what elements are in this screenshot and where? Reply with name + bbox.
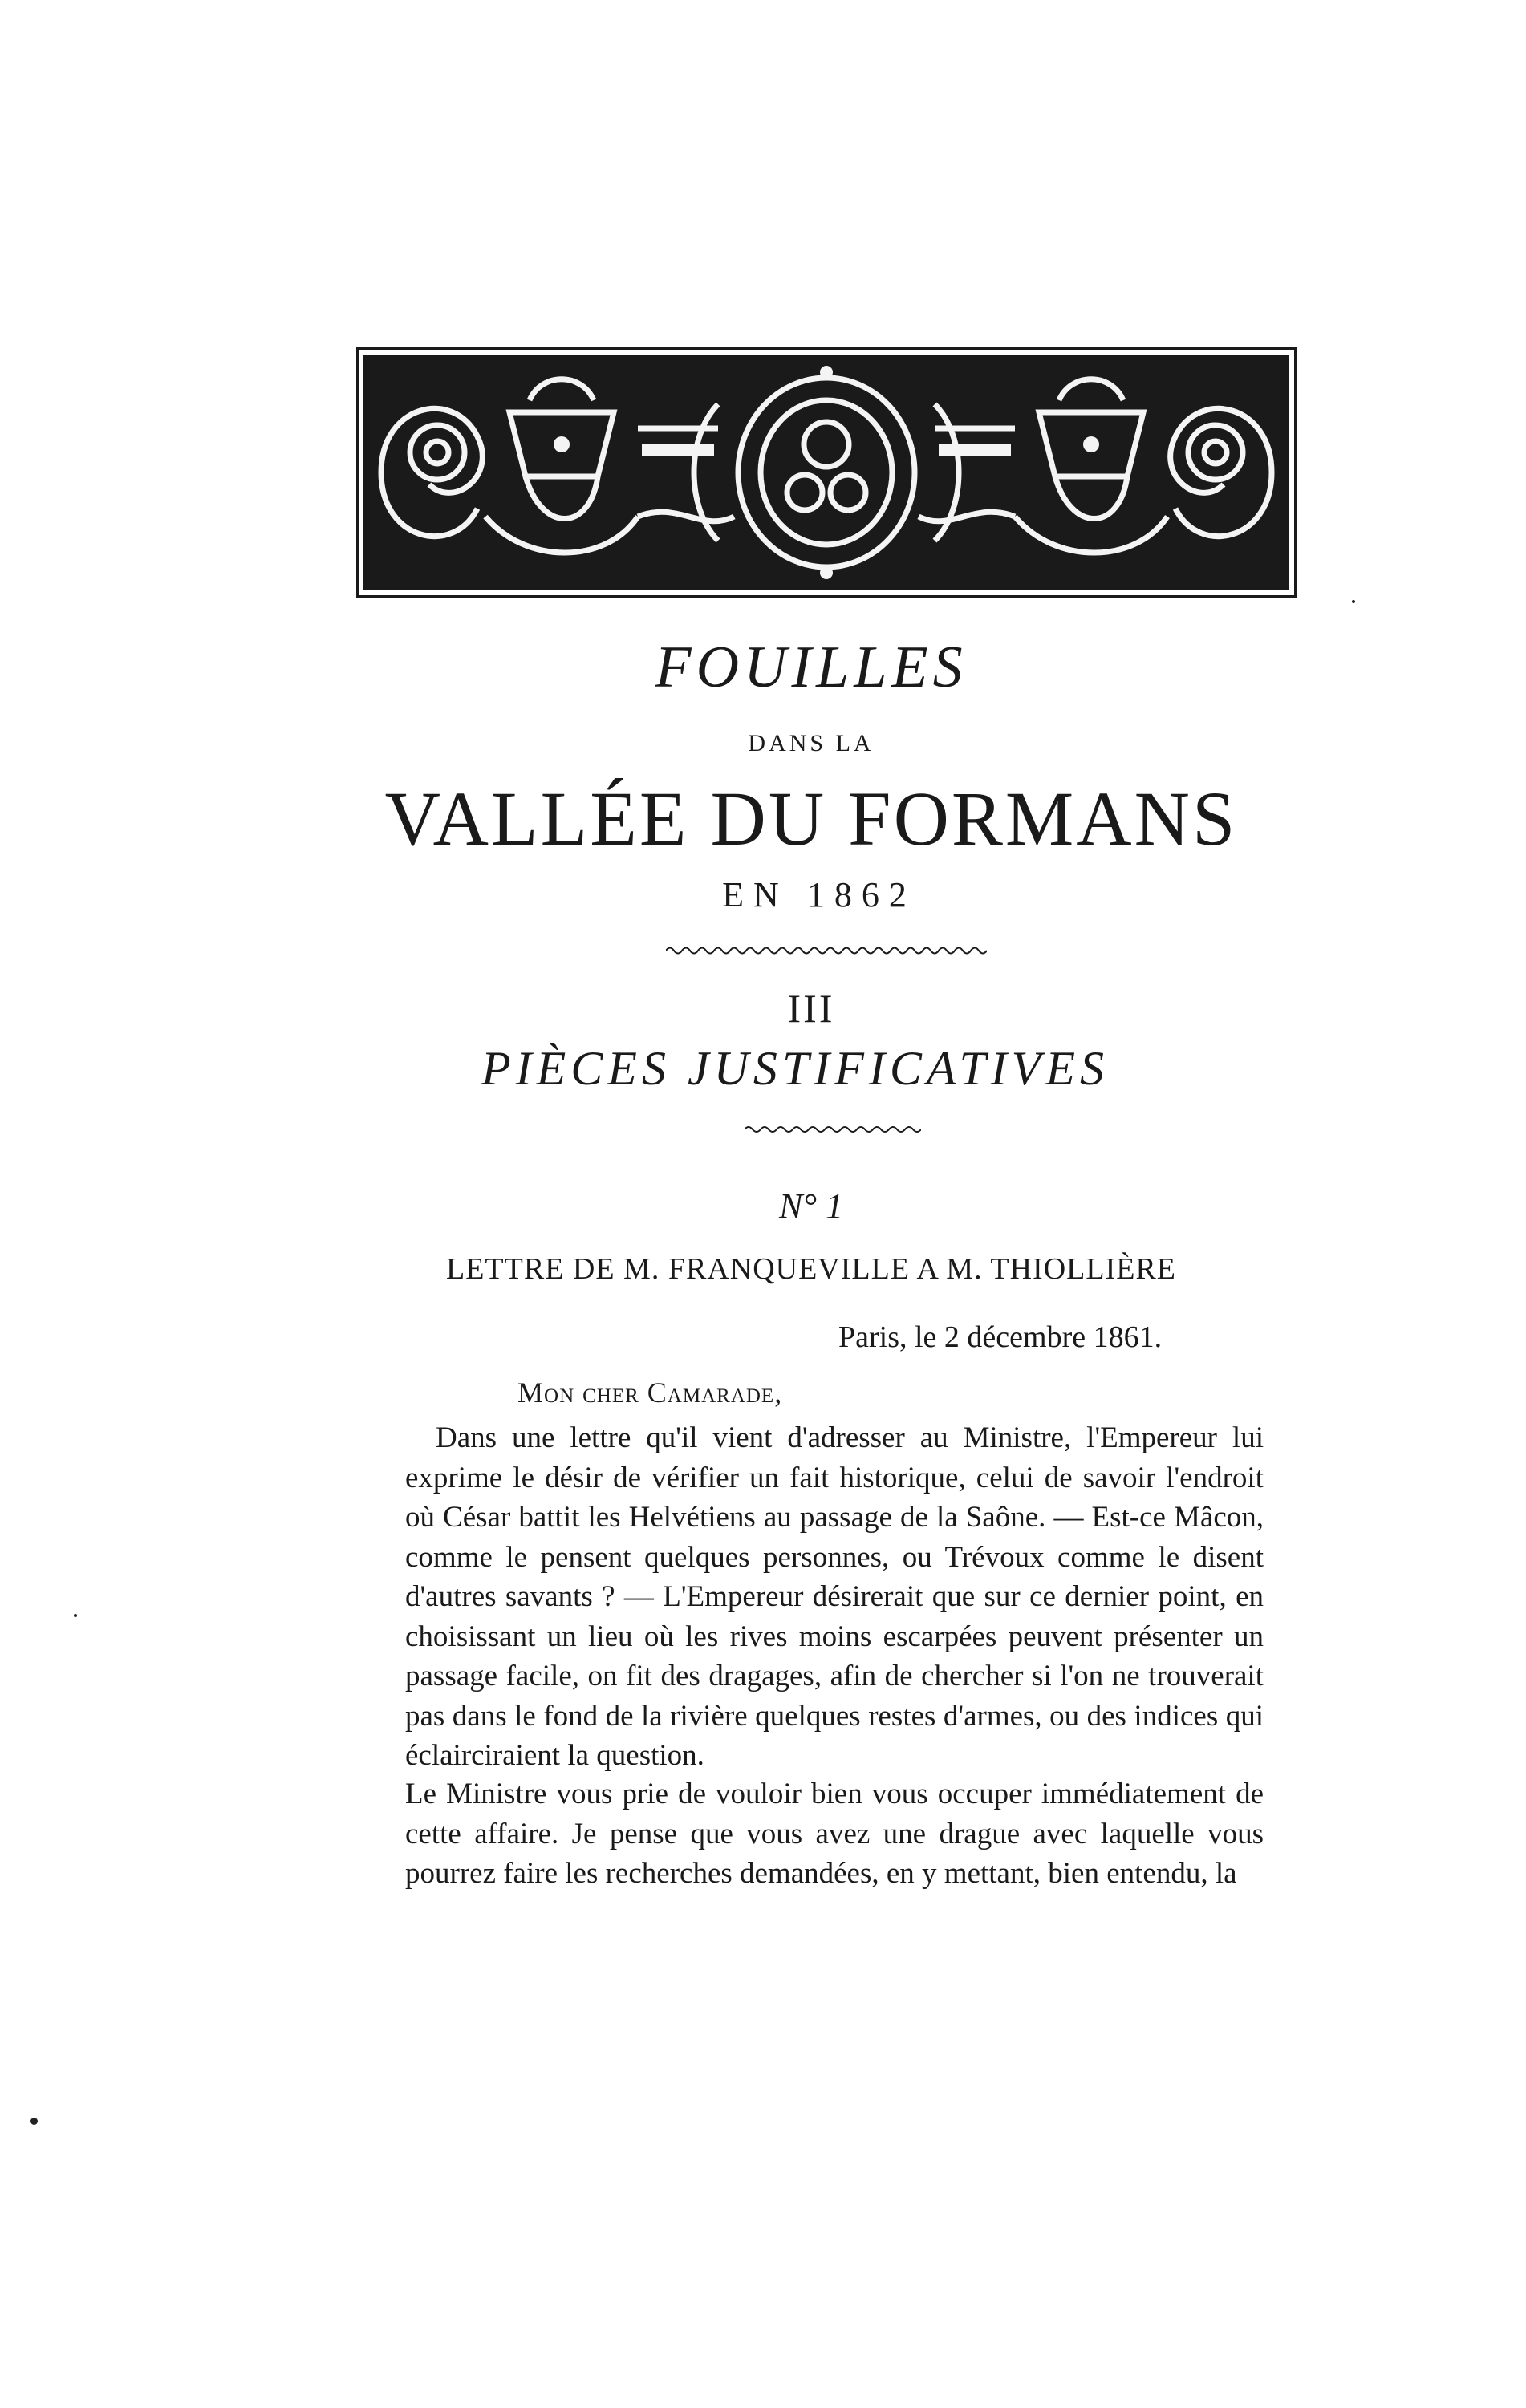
scan-speck [74,1614,77,1617]
letter-title: LETTRE DE M. FRANQUEVILLE A M. THIOLLIÈRE [446,1252,1176,1286]
wavy-rule-icon [745,1125,921,1134]
title-vallee-du-formans: VALLÉE DU FORMANS [384,776,1238,861]
title-en-1862: EN 1862 [722,875,916,914]
part-title: PIÈCES JUSTIFICATIVES [481,1042,1109,1095]
scan-speck [1352,600,1355,603]
salutation: Mon cher Camarade, [517,1376,783,1409]
paragraph-1: Dans une lettre qu'il vient d'adresser au Ministre, l'Empereur lui exprime le désir de vérifier un fait historique, celui de savoir l'endroit où César battit les Helvétiens au passage de la Saône. — Est-ce Mâcon, comme le pensent quelques personnes, ou Trévoux comme le disent d'autres savants ? — L'Empereur désirerait que sur ce dernier point, en choisissant un lieu où les rives moins escarpées peuvent présenter un passage facile, on fit des dragages, afin de chercher si l'on ne trouverait pas dans le fond de la rivière quelques restes d'armes, ou des indices qui éclairciraient la question. [405,1421,1264,1772]
scan-speck [30,2118,38,2125]
title-dans-la: DANS LA [748,730,875,756]
part-number: III [787,986,835,1031]
document-number: N° 1 [779,1186,843,1226]
dateline: Paris, le 2 décembre 1861. [838,1320,1163,1354]
paragraph-2: Le Ministre vous prie de vouloir bien vous occuper immédiatement de cette affaire. Je pense que vous avez une drague avec laquelle vous pourrez faire les recherches demandées, en y mettant, bien entendu, la [405,1778,1264,1890]
ornamental-headpiece-icon [356,347,1297,598]
wavy-rule-icon [666,945,987,956]
title-fouilles: FOUILLES [655,634,968,700]
